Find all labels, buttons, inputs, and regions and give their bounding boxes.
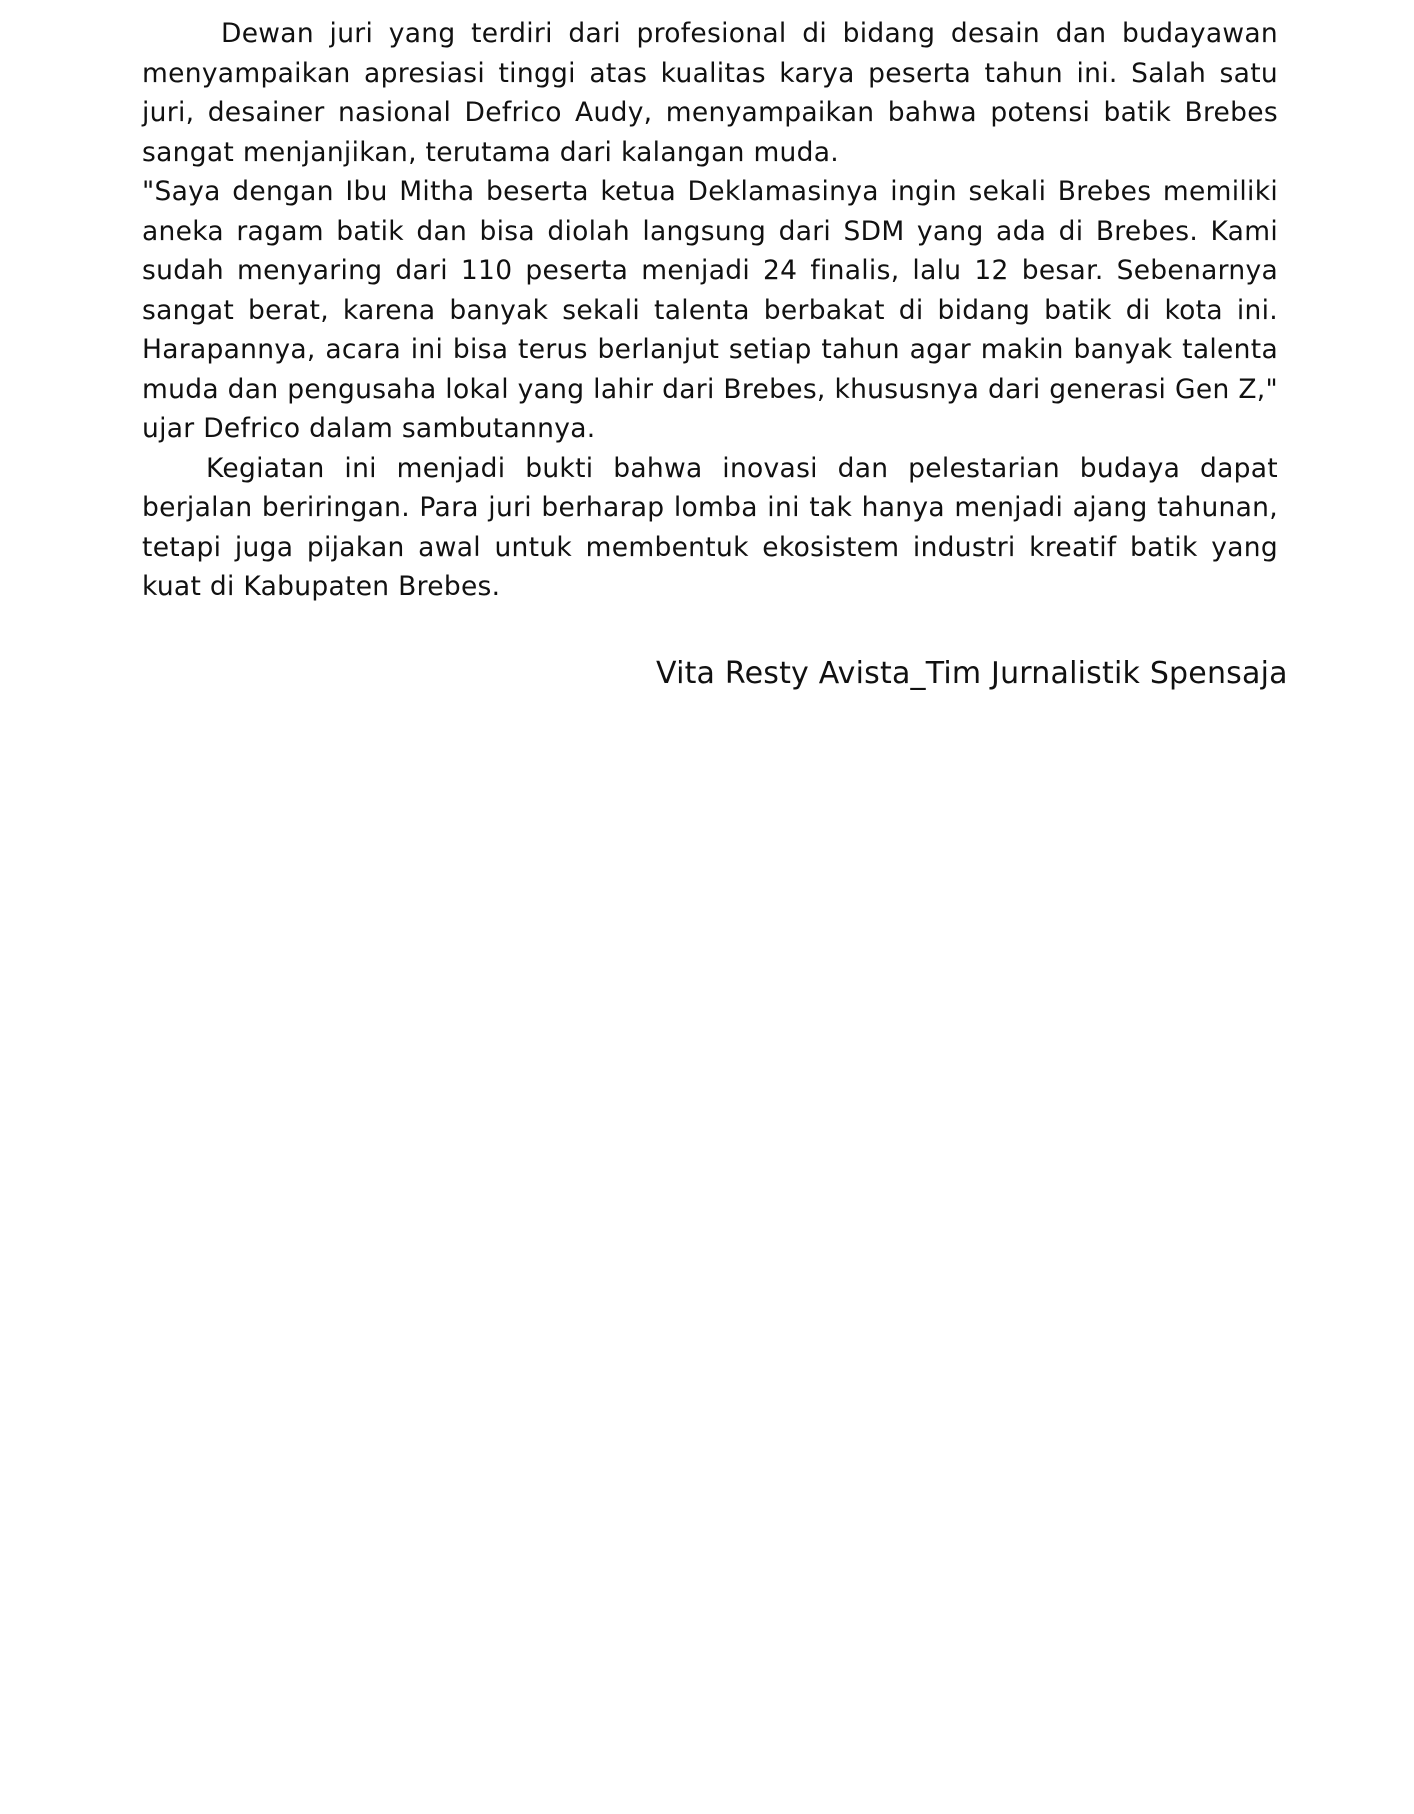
paragraph-closing: Kegiatan ini menjadi bukti bahwa inovasi dan pelestarian budaya dapat berjalan beriringan. Para juri berharap lomba ini tak hanya menjadi ajang tahunan, tetapi juga pijakan awal untuk membentuk ekosistem industri kreatif batik yang kuat di Kabupaten Brebes.	[142, 452, 1278, 602]
author-credit: Vita Resty Avista_Tim Jurnalistik Spensaja	[656, 656, 1288, 691]
paragraph-jury-appreciation: Dewan juri yang terdiri dari profesional di bidang desain dan budayawan menyampaikan apresiasi tinggi atas kualitas karya peserta tahun ini. Salah satu juri, desainer nasional Defrico Audy, menyampaikan bahwa potensi batik Brebes sangat menjanjikan, terutama dari kalangan muda.	[142, 18, 1278, 168]
article-body	[142, 14, 1278, 607]
paragraph-defrico-quote: "Saya dengan Ibu Mitha beserta ketua Deklamasinya ingin sekali Brebes memiliki aneka ragam batik dan bisa diolah langsung dari SDM yang ada di Brebes. Kami sudah menyaring dari 110 peserta menjadi 24 finalis, lalu 12 besar. Sebenarnya sangat berat, karena banyak sekali talenta berbakat di bidang batik di kota ini. Harapannya, acara ini bisa terus berlanjut setiap tahun agar makin banyak talenta muda dan pengusaha lokal yang lahir dari Brebes, khususnya dari generasi Gen Z," ujar Defrico dalam sambutannya.	[142, 176, 1278, 444]
